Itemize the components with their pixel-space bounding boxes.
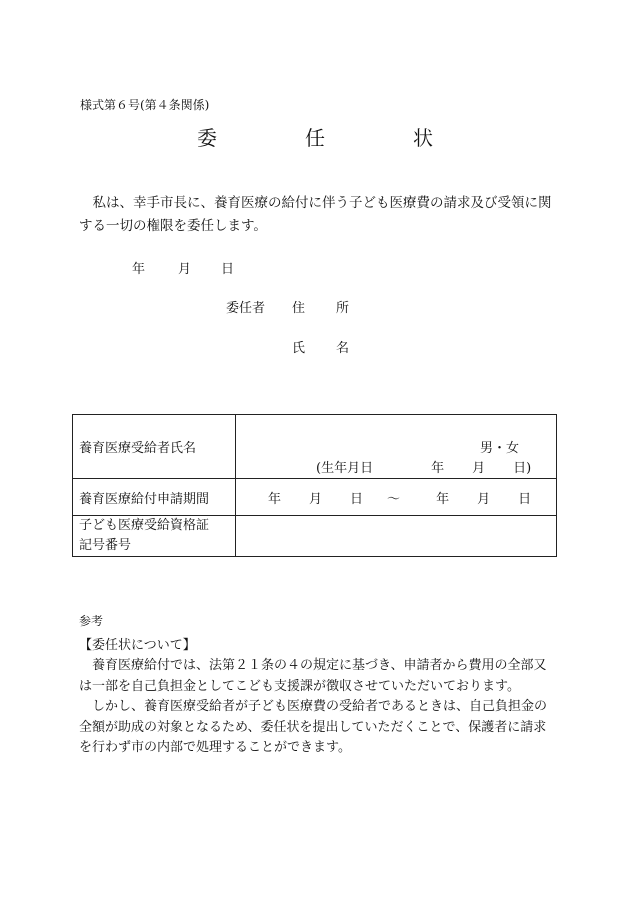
birth-day-label: 日) [513, 461, 532, 476]
table-row [73, 479, 557, 516]
gender-options: 男・女 [480, 441, 520, 456]
statement-paragraph: 私は、幸手市長に、養育医療の給付に伴う子ども医療費の請求及び受領に関する一切の権限を委任します。 [79, 195, 552, 234]
birth-date-prefix: (生年月日 [316, 461, 374, 476]
period-end-day-label: 日 [518, 491, 532, 507]
reference-heading: 【委任状について】 [79, 638, 196, 653]
reference-title: 参考 [79, 614, 104, 628]
eligibility-certificate-label [73, 516, 236, 557]
eligibility-label-line1: 子ども医療受給資格証 [79, 518, 210, 533]
delegation-statement [79, 192, 559, 238]
form-number: 様式第６号(第４条関係) [80, 98, 210, 112]
birth-year-label: 年 [431, 461, 445, 476]
recipient-info-table [72, 414, 557, 557]
principal-label: 委任者 [226, 301, 266, 316]
reference-paragraph-2: しかし、養育医療受給者が子ども医療費の受給者であるときは、自己負担金の全額が助成の対象となるため、委任状を提出していただくことで、保護者に請求を行わず市の内部で処理することができます。 [79, 699, 548, 755]
period-tilde: ～ [387, 491, 401, 507]
birth-date-line [316, 457, 531, 476]
table-row [73, 415, 557, 479]
eligibility-label-line2: 記号番号 [79, 538, 132, 553]
benefit-period-cell[interactable] [236, 479, 557, 516]
benefit-period-line [236, 488, 556, 507]
name-label: 氏 名 [292, 341, 359, 356]
eligibility-certificate-cell[interactable] [236, 516, 557, 557]
recipient-name-cell[interactable] [236, 415, 557, 479]
reference-paragraph-1: 養育医療給付では、法第２１条の４の規定に基づき、申請者から費用の全部又は一部を自己負担金としてこども支援課が徴収させていただいております。 [79, 658, 547, 694]
period-end-year-label: 年 [436, 491, 450, 507]
birth-month-label: 月 [472, 461, 486, 476]
period-start-month-label: 月 [309, 491, 323, 507]
benefit-period-label: 養育医療給付申請期間 [73, 479, 236, 516]
date-line [132, 258, 234, 277]
document-title: 委 任 状 [197, 126, 467, 150]
address-label: 住 所 [292, 301, 359, 316]
reference-notice [79, 656, 557, 759]
table-row [73, 516, 557, 557]
period-end-month-label: 月 [477, 491, 491, 507]
period-start-day-label: 日 [350, 491, 364, 507]
date-month-label: 月 [178, 262, 192, 277]
date-year-label: 年 [132, 262, 146, 277]
recipient-name-label: 養育医療受給者氏名 [73, 415, 236, 479]
period-start-year-label: 年 [268, 491, 282, 507]
date-day-label: 日 [221, 262, 235, 277]
